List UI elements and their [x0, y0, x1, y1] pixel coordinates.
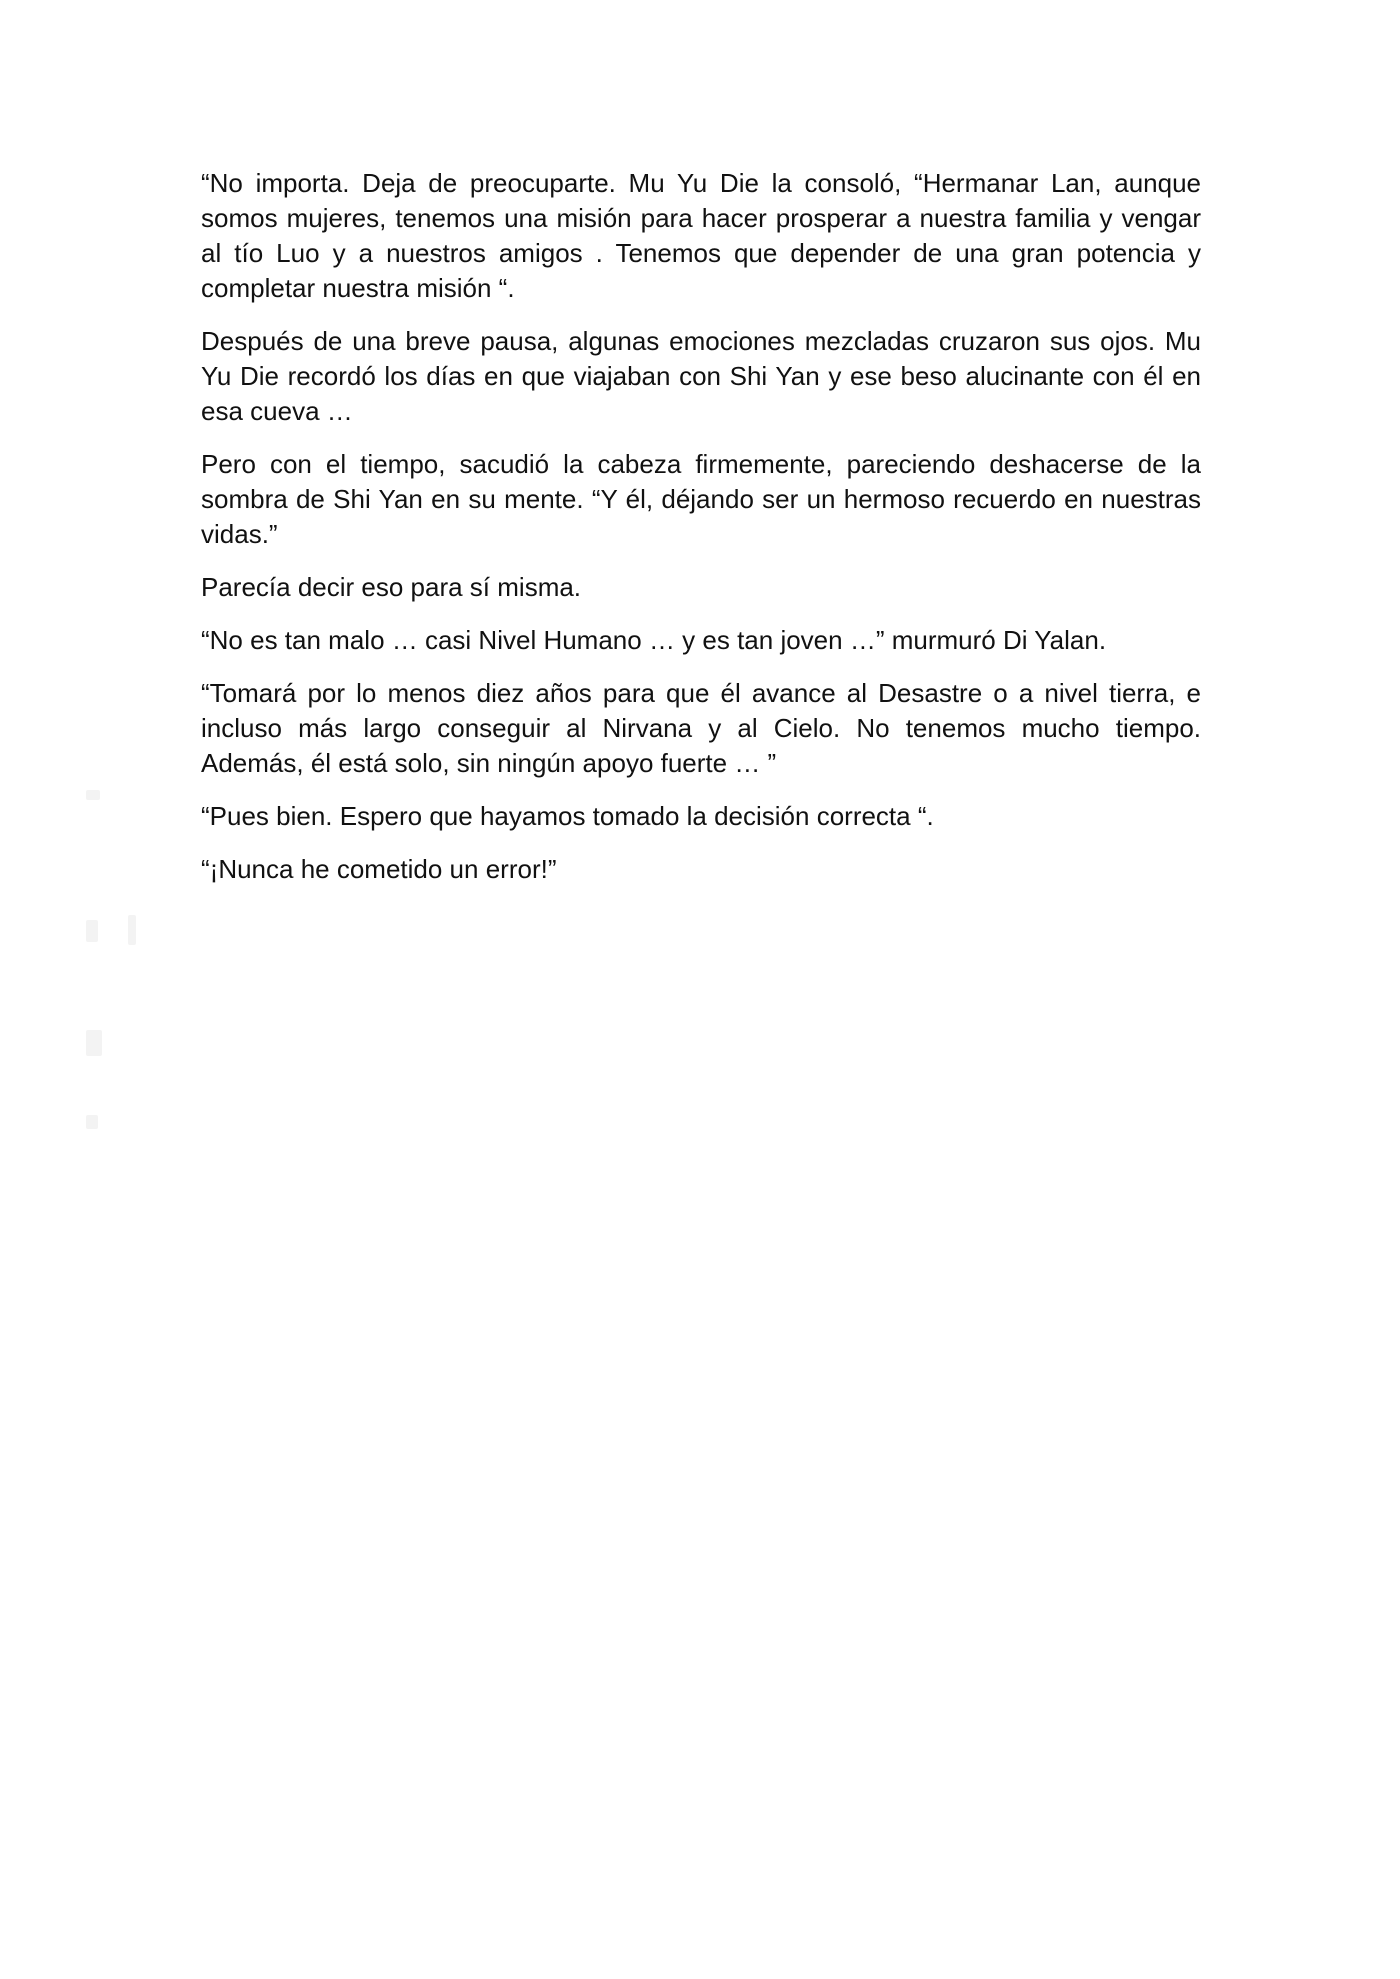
paragraph: “Tomará por lo menos diez años para que él avance al Desastre o a nivel tierra, e incluso más largo conseguir al Nirvana y al Cielo. No tenemos mucho tiempo. Además, él está solo, sin ningún apoyo fuerte … ”	[201, 678, 1201, 778]
paragraph: Pero con el tiempo, sacudió la cabeza firmemente, pareciendo deshacerse de la sombra de Shi Yan en su mente. “Y él, déjando ser un hermoso recuerdo en nuestras vidas.”	[201, 449, 1201, 549]
scan-artifact	[86, 790, 100, 800]
scan-artifact	[86, 1030, 102, 1056]
paragraph: “Pues bien. Espero que hayamos tomado la decisión correcta “.	[201, 801, 934, 831]
paragraph: Después de una breve pausa, algunas emociones mezcladas cruzaron sus ojos. Mu Yu Die recordó los días en que viajaban con Shi Yan y ese beso alucinante con él en esa cueva …	[201, 326, 1201, 426]
document-body	[201, 166, 1201, 905]
paragraph: “No importa. Deja de preocuparte. Mu Yu Die la consoló, “Hermanar Lan, aunque somos mujeres, tenemos una misión para hacer prosperar a nuestra familia y vengar al tío Luo y a nuestros amigos . Tenemos que depender de una gran potencia y completar nuestra misión “.	[201, 168, 1201, 303]
scan-artifact	[86, 1115, 98, 1129]
paragraph: “No es tan malo … casi Nivel Humano … y es tan joven …” murmuró Di Yalan.	[201, 625, 1107, 655]
paragraph: Parecía decir eso para sí misma.	[201, 572, 582, 602]
paragraph: “¡Nunca he cometido un error!”	[201, 854, 557, 884]
scan-artifact	[128, 915, 136, 945]
scan-artifact	[86, 920, 98, 942]
